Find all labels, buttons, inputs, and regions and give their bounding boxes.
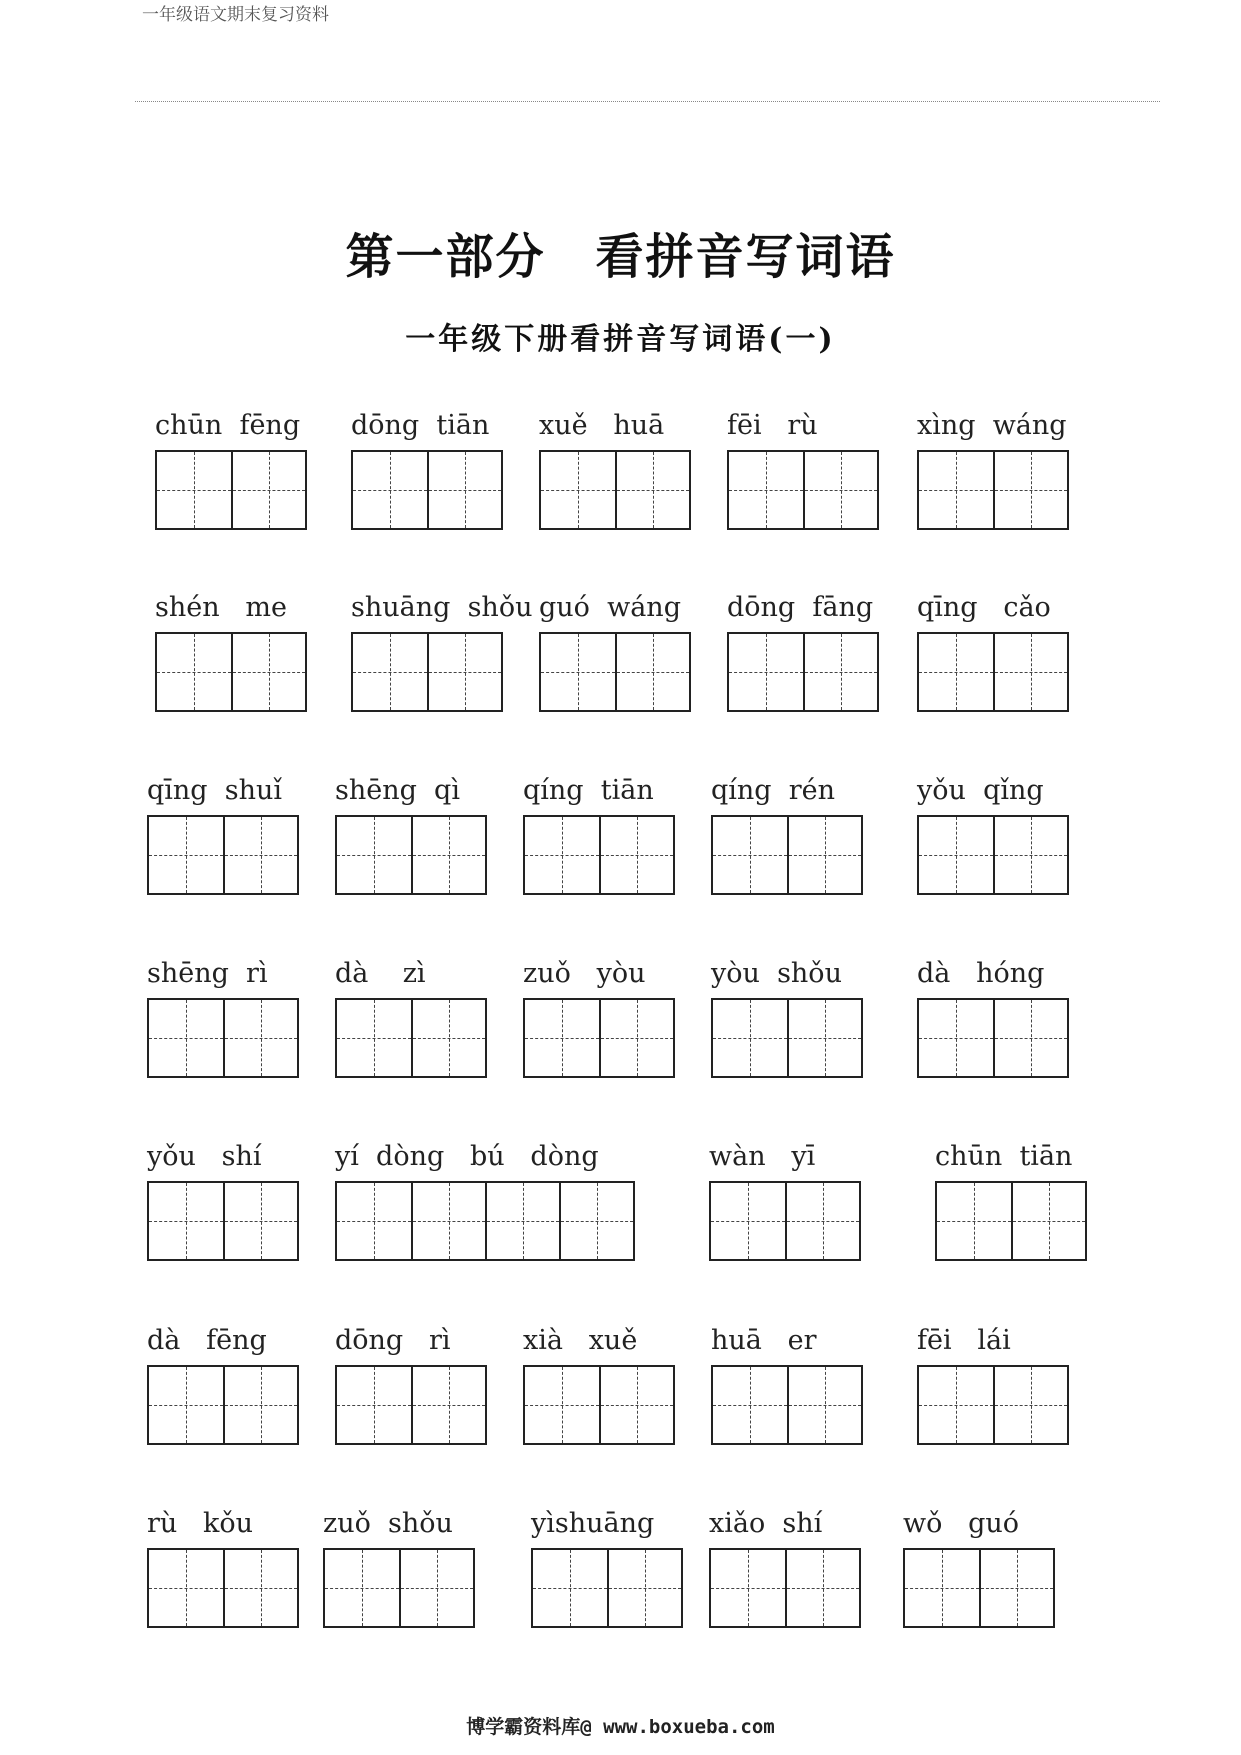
pinyin-label: yí dòng bú dòng	[335, 1141, 599, 1172]
pinyin-label: yǒu qǐng	[917, 775, 1044, 806]
tian-zi-ge-cell[interactable]	[993, 1000, 1067, 1076]
tian-zi-ge-cell[interactable]	[337, 1367, 411, 1443]
tian-zi-ge-cell[interactable]	[525, 1000, 599, 1076]
tian-zi-ge-cell[interactable]	[919, 452, 993, 528]
writing-boxes	[903, 1548, 1055, 1628]
tian-zi-ge-cell[interactable]	[919, 1367, 993, 1443]
writing-boxes	[335, 998, 487, 1078]
pinyin-label: yǒu shí	[147, 1141, 262, 1172]
tian-zi-ge-cell[interactable]	[607, 1550, 681, 1626]
tian-zi-ge-cell[interactable]	[485, 1183, 559, 1259]
pinyin-label: yòu shǒu	[711, 958, 842, 989]
pinyin-label: yìshuāng	[531, 1508, 655, 1539]
writing-boxes	[935, 1181, 1087, 1261]
tian-zi-ge-cell[interactable]	[803, 634, 877, 710]
tian-zi-ge-cell[interactable]	[149, 1550, 223, 1626]
pinyin-label: qíng tiān	[523, 775, 654, 806]
pinyin-label: shēng rì	[147, 958, 268, 989]
tian-zi-ge-cell[interactable]	[787, 1367, 861, 1443]
tian-zi-ge-cell[interactable]	[599, 1367, 673, 1443]
tian-zi-ge-cell[interactable]	[713, 817, 787, 893]
writing-boxes	[323, 1548, 475, 1628]
pinyin-label: fēi rù	[727, 410, 818, 441]
tian-zi-ge-cell[interactable]	[711, 1550, 785, 1626]
tian-zi-ge-cell[interactable]	[353, 452, 427, 528]
page-title: 第一部分 看拼音写词语	[345, 229, 896, 285]
tian-zi-ge-cell[interactable]	[223, 817, 297, 893]
writing-boxes	[727, 450, 879, 530]
tian-zi-ge-cell[interactable]	[993, 1367, 1067, 1443]
pinyin-label: huā er	[711, 1325, 817, 1356]
tian-zi-ge-cell[interactable]	[729, 634, 803, 710]
pinyin-label: xìng wáng	[917, 410, 1067, 441]
tian-zi-ge-cell[interactable]	[787, 1000, 861, 1076]
tian-zi-ge-cell[interactable]	[223, 1000, 297, 1076]
pinyin-label: shuāng shǒu	[351, 592, 533, 623]
writing-boxes	[155, 632, 307, 712]
pinyin-label: fēi lái	[917, 1325, 1011, 1356]
tian-zi-ge-cell[interactable]	[803, 452, 877, 528]
tian-zi-ge-cell[interactable]	[411, 1367, 485, 1443]
pinyin-label: qīng shuǐ	[147, 775, 283, 806]
pinyin-label: chūn tiān	[935, 1141, 1073, 1172]
tian-zi-ge-cell[interactable]	[411, 817, 485, 893]
tian-zi-ge-cell[interactable]	[541, 634, 615, 710]
writing-boxes	[523, 815, 675, 895]
pinyin-label: qíng rén	[711, 775, 836, 806]
writing-boxes	[155, 450, 307, 530]
writing-boxes	[147, 998, 299, 1078]
tian-zi-ge-cell[interactable]	[711, 1183, 785, 1259]
tian-zi-ge-cell[interactable]	[541, 452, 615, 528]
writing-boxes	[539, 632, 691, 712]
tian-zi-ge-cell[interactable]	[157, 634, 231, 710]
tian-zi-ge-cell[interactable]	[231, 634, 305, 710]
pinyin-label: chūn fēng	[155, 410, 301, 441]
tian-zi-ge-cell[interactable]	[231, 452, 305, 528]
tian-zi-ge-cell[interactable]	[785, 1183, 859, 1259]
writing-boxes	[917, 632, 1069, 712]
writing-boxes	[917, 998, 1069, 1078]
tian-zi-ge-cell[interactable]	[411, 1183, 485, 1259]
page-footer: 博学霸资料库@ www.boxueba.com	[466, 1716, 775, 1738]
page-subtitle: 一年级下册看拼音写词语(一)	[405, 322, 836, 357]
pinyin-label: guó wáng	[539, 592, 681, 623]
pinyin-label: dōng rì	[335, 1325, 451, 1356]
pinyin-label: dà fēng	[147, 1325, 267, 1356]
tian-zi-ge-cell[interactable]	[223, 1367, 297, 1443]
writing-boxes	[523, 1365, 675, 1445]
tian-zi-ge-cell[interactable]	[411, 1000, 485, 1076]
writing-boxes	[147, 1181, 299, 1261]
writing-boxes	[351, 450, 503, 530]
tian-zi-ge-cell[interactable]	[937, 1183, 1011, 1259]
tian-zi-ge-cell[interactable]	[599, 1000, 673, 1076]
tian-zi-ge-cell[interactable]	[559, 1183, 633, 1259]
writing-boxes	[147, 1548, 299, 1628]
tian-zi-ge-cell[interactable]	[599, 817, 673, 893]
writing-boxes	[711, 815, 863, 895]
tian-zi-ge-cell[interactable]	[729, 452, 803, 528]
pinyin-label: xiǎo shí	[709, 1508, 823, 1539]
tian-zi-ge-cell[interactable]	[785, 1550, 859, 1626]
tian-zi-ge-cell[interactable]	[337, 1183, 411, 1259]
tian-zi-ge-cell[interactable]	[615, 634, 689, 710]
pinyin-label: shēng qì	[335, 775, 460, 806]
tian-zi-ge-cell[interactable]	[533, 1550, 607, 1626]
tian-zi-ge-cell[interactable]	[713, 1000, 787, 1076]
tian-zi-ge-cell[interactable]	[427, 634, 501, 710]
tian-zi-ge-cell[interactable]	[223, 1183, 297, 1259]
tian-zi-ge-cell[interactable]	[337, 817, 411, 893]
pinyin-label: xià xuě	[523, 1325, 638, 1356]
tian-zi-ge-cell[interactable]	[919, 634, 993, 710]
writing-boxes	[351, 632, 503, 712]
tian-zi-ge-cell[interactable]	[993, 634, 1067, 710]
tian-zi-ge-cell[interactable]	[223, 1550, 297, 1626]
tian-zi-ge-cell[interactable]	[325, 1550, 399, 1626]
tian-zi-ge-cell[interactable]	[353, 634, 427, 710]
writing-boxes	[335, 1365, 487, 1445]
writing-boxes	[709, 1181, 861, 1261]
tian-zi-ge-cell[interactable]	[993, 817, 1067, 893]
tian-zi-ge-cell[interactable]	[979, 1550, 1053, 1626]
tian-zi-ge-cell[interactable]	[919, 817, 993, 893]
writing-boxes	[147, 815, 299, 895]
writing-boxes	[531, 1548, 683, 1628]
tian-zi-ge-cell[interactable]	[787, 817, 861, 893]
pinyin-label: wǒ guó	[903, 1508, 1020, 1539]
writing-boxes	[917, 815, 1069, 895]
writing-boxes	[147, 1365, 299, 1445]
writing-boxes	[727, 632, 879, 712]
tian-zi-ge-cell[interactable]	[427, 452, 501, 528]
pinyin-label: dōng tiān	[351, 410, 490, 441]
page-header: 一年级语文期末复习资料	[142, 5, 329, 25]
pinyin-label: xuě huā	[539, 410, 665, 441]
pinyin-label: wàn yī	[709, 1141, 816, 1172]
pinyin-label: dà hóng	[917, 958, 1045, 989]
tian-zi-ge-cell[interactable]	[1011, 1183, 1085, 1259]
pinyin-label: dōng fāng	[727, 592, 874, 623]
tian-zi-ge-cell[interactable]	[337, 1000, 411, 1076]
tian-zi-ge-cell[interactable]	[713, 1367, 787, 1443]
tian-zi-ge-cell[interactable]	[149, 1000, 223, 1076]
tian-zi-ge-cell[interactable]	[525, 1367, 599, 1443]
tian-zi-ge-cell[interactable]	[399, 1550, 473, 1626]
writing-boxes	[539, 450, 691, 530]
tian-zi-ge-cell[interactable]	[615, 452, 689, 528]
writing-boxes	[523, 998, 675, 1078]
tian-zi-ge-cell[interactable]	[149, 817, 223, 893]
writing-boxes	[709, 1548, 861, 1628]
writing-boxes	[711, 1365, 863, 1445]
pinyin-label: shén me	[155, 592, 287, 623]
tian-zi-ge-cell[interactable]	[525, 817, 599, 893]
tian-zi-ge-cell[interactable]	[905, 1550, 979, 1626]
pinyin-label: qīng cǎo	[917, 592, 1051, 623]
tian-zi-ge-cell[interactable]	[149, 1367, 223, 1443]
header-rule	[135, 101, 1160, 102]
tian-zi-ge-cell[interactable]	[149, 1183, 223, 1259]
pinyin-label: zuǒ yòu	[523, 958, 646, 989]
pinyin-label: rù kǒu	[147, 1508, 254, 1539]
writing-boxes	[335, 1181, 635, 1261]
writing-boxes	[335, 815, 487, 895]
tian-zi-ge-cell[interactable]	[993, 452, 1067, 528]
writing-boxes	[711, 998, 863, 1078]
pinyin-label: dà zì	[335, 958, 426, 989]
writing-boxes	[917, 450, 1069, 530]
pinyin-label: zuǒ shǒu	[323, 1508, 453, 1539]
tian-zi-ge-cell[interactable]	[157, 452, 231, 528]
writing-boxes	[917, 1365, 1069, 1445]
tian-zi-ge-cell[interactable]	[919, 1000, 993, 1076]
